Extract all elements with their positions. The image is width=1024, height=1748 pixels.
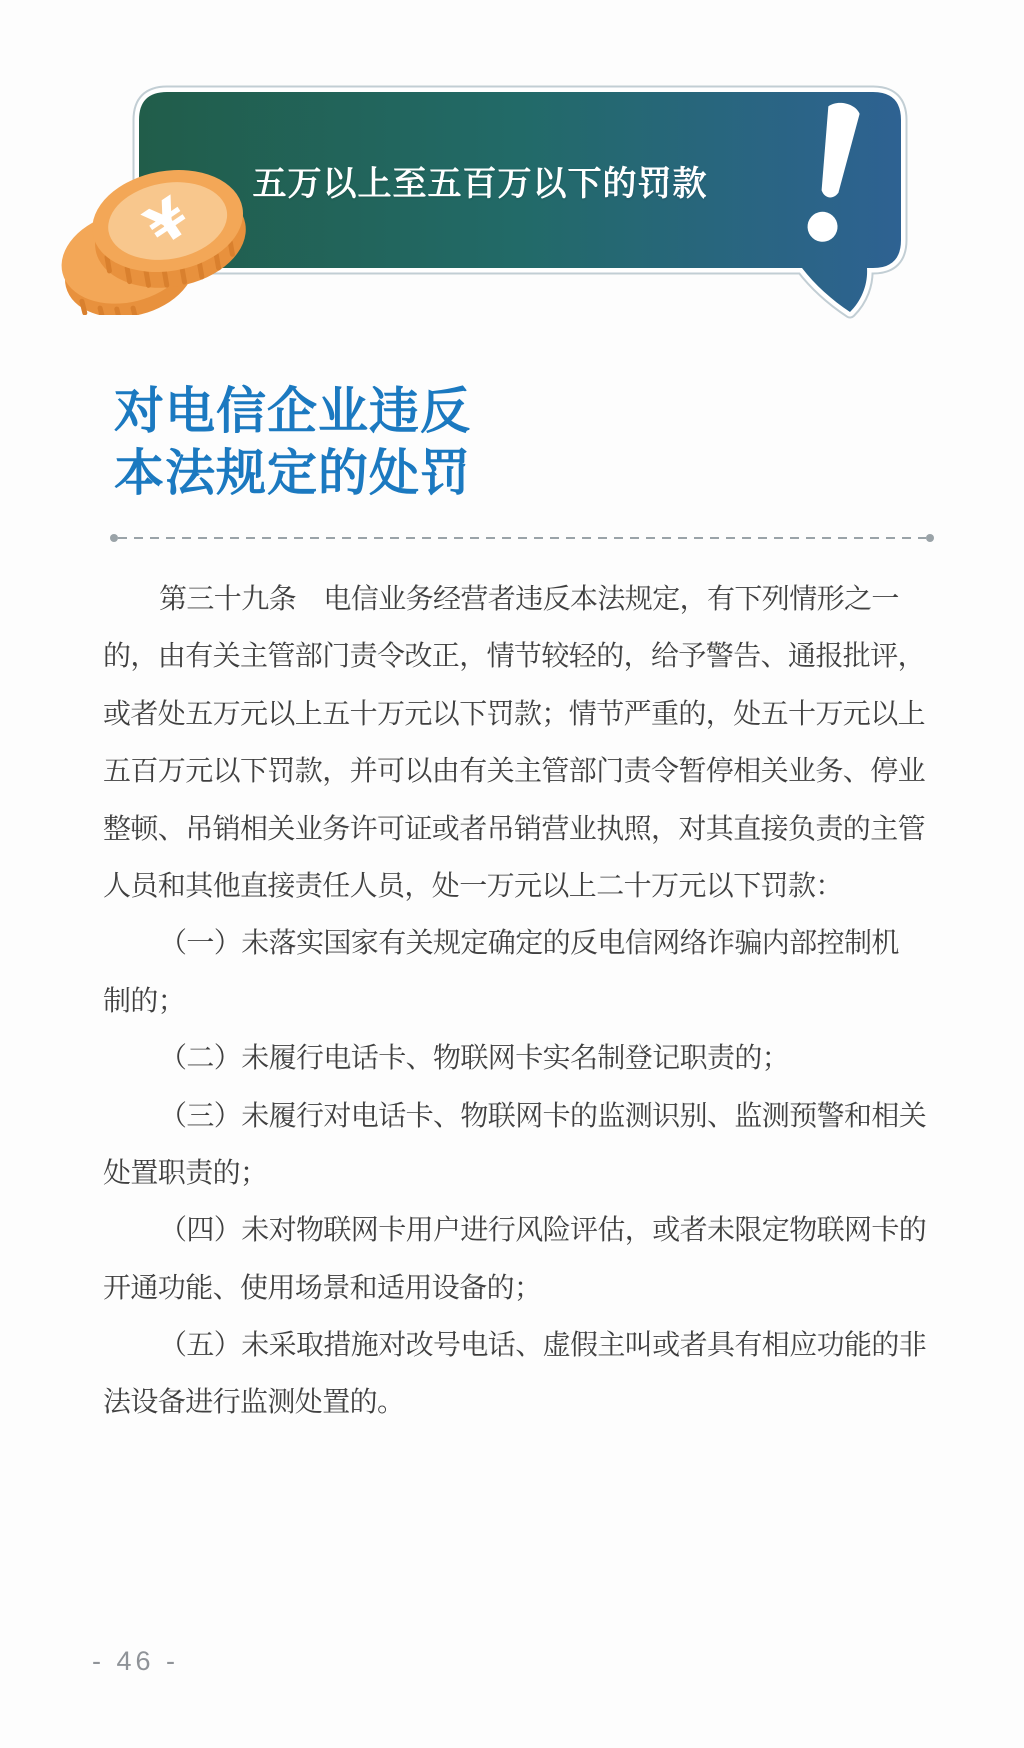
body-line: （一）未落实国家有关规定确定的反电信网络诈骗内部控制机 — [159, 927, 899, 959]
page-title-line2: 本法规定的处罚 — [114, 445, 471, 501]
banner-label: 五万以上至五百万以下的罚款 — [252, 164, 708, 203]
body-line: 或者处五万元以上五十万元以下罚款；情节严重的，处五十万元以上 — [103, 697, 926, 729]
body-line: 制的； — [103, 984, 186, 1016]
page-title — [114, 380, 471, 504]
body-line: （五）未采取措施对改号电话、虚假主叫或者具有相应功能的非 — [159, 1329, 927, 1361]
body-text — [103, 570, 943, 1431]
divider-left-dot — [110, 534, 118, 542]
divider-dash-line — [118, 537, 926, 539]
body-line: 五百万元以下罚款，并可以由有关主管部门责令暂停相关业务、停业 — [103, 755, 926, 787]
body-line: 法设备进行监测处置的。 — [103, 1386, 405, 1418]
body-line: （三）未履行对电话卡、物联网卡的监测识别、监测预警和相关 — [159, 1099, 927, 1131]
dashed-divider — [112, 534, 932, 542]
body-line: （四）未对物联网卡用户进行风险评估，或者未限定物联网卡的 — [159, 1214, 927, 1246]
body-line: 第三十九条 电信业务经营者违反本法规定，有下列情形之一 — [159, 583, 899, 614]
divider-right-dot — [926, 534, 934, 542]
page-title-line1: 对电信企业违反 — [114, 383, 471, 439]
body-line: 整顿、吊销相关业务许可证或者吊销营业执照，对其直接负责的主管 — [103, 812, 926, 844]
body-line: 的，由有关主管部门责令改正，情节较轻的，给予警告、通报批评， — [103, 640, 926, 672]
body-line: （二）未履行电话卡、物联网卡实名制登记职责的； — [159, 1042, 790, 1074]
coin-stack-icon — [50, 165, 250, 315]
body-line: 人员和其他直接责任人员，处一万元以上二十万元以下罚款： — [103, 869, 843, 901]
yuan-icon: ¥ — [133, 185, 201, 259]
page-number: - 46 - — [92, 1646, 180, 1676]
body-line: 开通功能、使用场景和适用设备的； — [103, 1271, 542, 1303]
body-line: 处置职责的； — [103, 1156, 268, 1188]
